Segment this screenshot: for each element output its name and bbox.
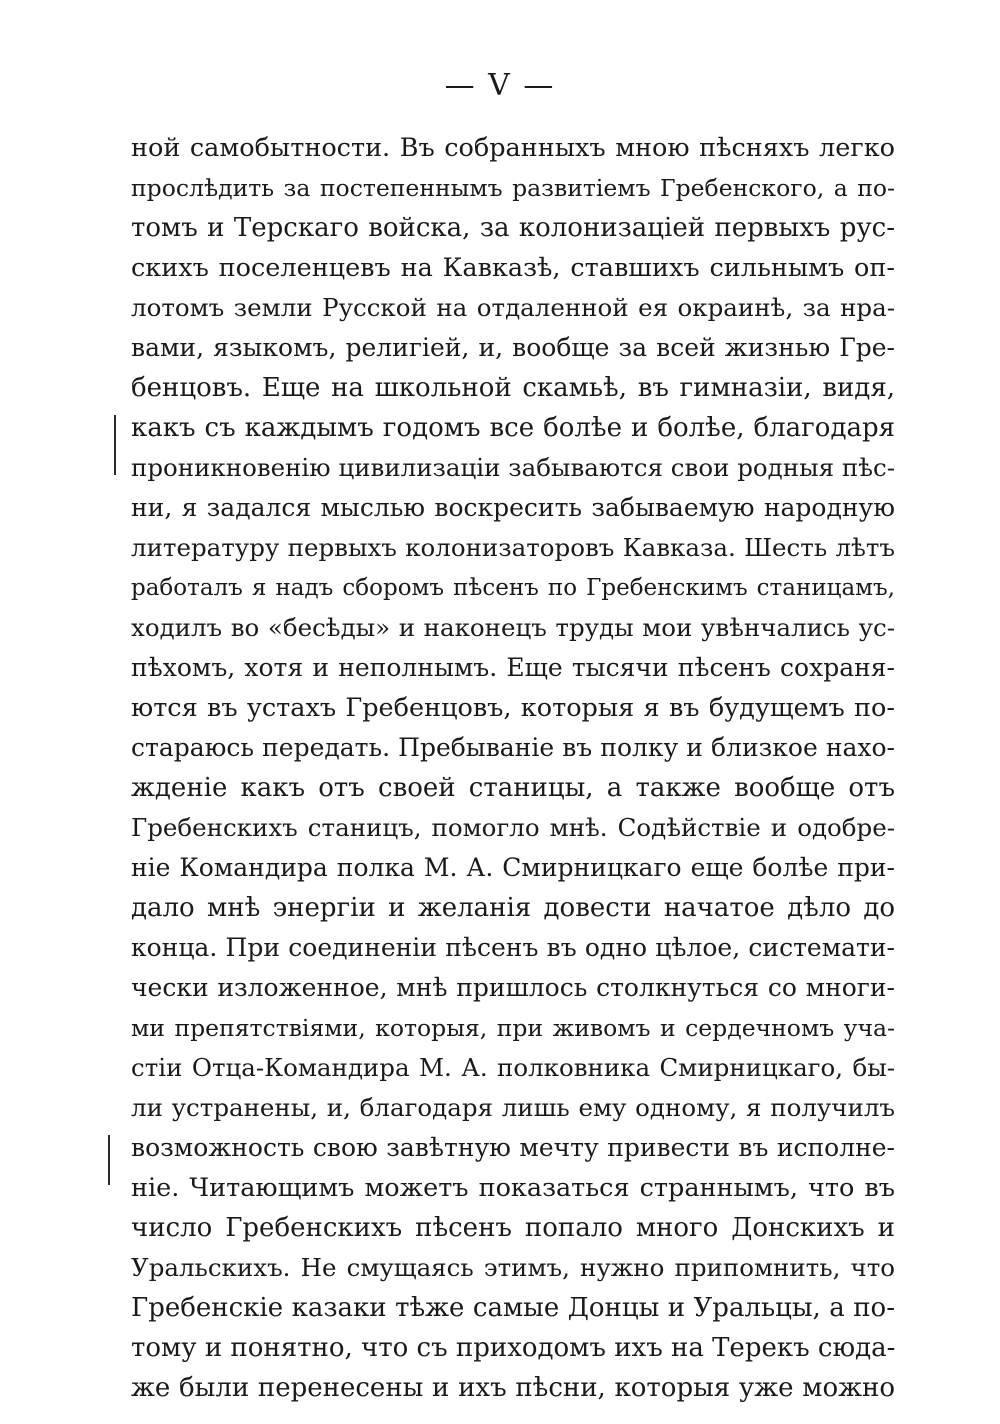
text-line: какъ съ каждымъ годомъ все болѣе и болѣе, благодаря [131,413,895,443]
text-line: ни, я задался мыслью воскресить забываемую народную [131,493,895,522]
text-line: возможность свою завѣтную мечту привести въ исполне- [131,1133,895,1162]
page-number: — V — [444,68,556,103]
text-line: ходилъ во «бесѣды» и наконецъ труды мои увѣнчались ус- [131,613,895,642]
text-line: число Гребенскихъ пѣсенъ попало много Донскихъ и [131,1213,895,1243]
text-line: ми препятствiями, которыя, при живомъ и сердечномъ уча- [131,1014,895,1042]
margin-mark [108,1135,110,1185]
text-line: лотомъ земли Русской на отдаленной ея окраинѣ, за нра- [131,293,895,322]
text-line: томъ и Терскаго войска, за колонизацiей первыхъ рус- [131,213,895,243]
text-line: литературу первыхъ колонизаторовъ Кавказа. Шесть лѣтъ [131,533,895,562]
text-line: чески изложенное, мнѣ пришлось столкнуться со многи- [131,973,895,1002]
text-line: пѣхомъ, хотя и неполнымъ. Еще тысячи пѣсенъ сохраня- [131,653,895,682]
text-line: стараюсь передать. Пребываніе въ полку и близкое нахо- [131,733,895,762]
text-line: тому и понятно, что съ приходомъ ихъ на Терекъ сюда- [131,1333,895,1363]
margin-mark [114,415,116,475]
text-line: скихъ поселенцевъ на Кавказѣ, ставшихъ сильнымъ оп- [131,253,895,283]
text-line: ніе. Читающимъ можетъ показаться страннымъ, что въ [131,1173,895,1203]
text-line: конца. При соединенiи пѣсенъ въ одно цѣлое, системати- [131,933,895,962]
text-line: бенцовъ. Еще на школьной скамьѣ, въ гимназiи, видя, [131,373,895,403]
text-line: вами, языкомъ, религiей, и, вообще за всей жизнью Гре- [131,333,895,362]
text-line: ли устранены, и, благодаря лишь ему одному, я получилъ [131,1093,895,1122]
text-line: работалъ я надъ сборомъ пѣсенъ по Гребенскимъ станицамъ, [131,575,895,601]
text-line: проникновенiю цивилизацiи забываются свои родныя пѣс- [131,453,895,482]
body-paragraph [131,128,895,1408]
text-line: прослѣдить за постепеннымъ развитіемъ Гребенского, а по- [131,174,895,202]
text-line: стіи Отца-Командира М. А. полковника Смирницкаго, бы- [131,1053,895,1082]
text-line: ніе Командира полка М. А. Смирницкаго еще болѣе при- [131,853,895,882]
text-line: Гребенскiе казаки тѣже самые Донцы и Уральцы, а по- [131,1293,895,1323]
text-line: ной самобытности. Въ собранныхъ мною пѣсняхъ легко [131,133,895,163]
text-line: дало мнѣ энергiи и желанія довести начатое дѣло до [131,893,895,923]
text-line: же были перенесены и ихъ пѣсни, которыя уже можно [131,1373,895,1403]
text-line: жденіе какъ отъ своей станицы, а также вообще отъ [131,773,895,803]
text-line: ются въ устахъ Гребенцовъ, которыя я въ будущемъ по- [131,693,895,723]
text-line: Гребенскихъ станицъ, помогло мнѣ. Содѣйствіе и одобре- [131,813,895,842]
text-line: Уральскихъ. Не смущаясь этимъ, нужно припомнить, что [131,1253,895,1282]
